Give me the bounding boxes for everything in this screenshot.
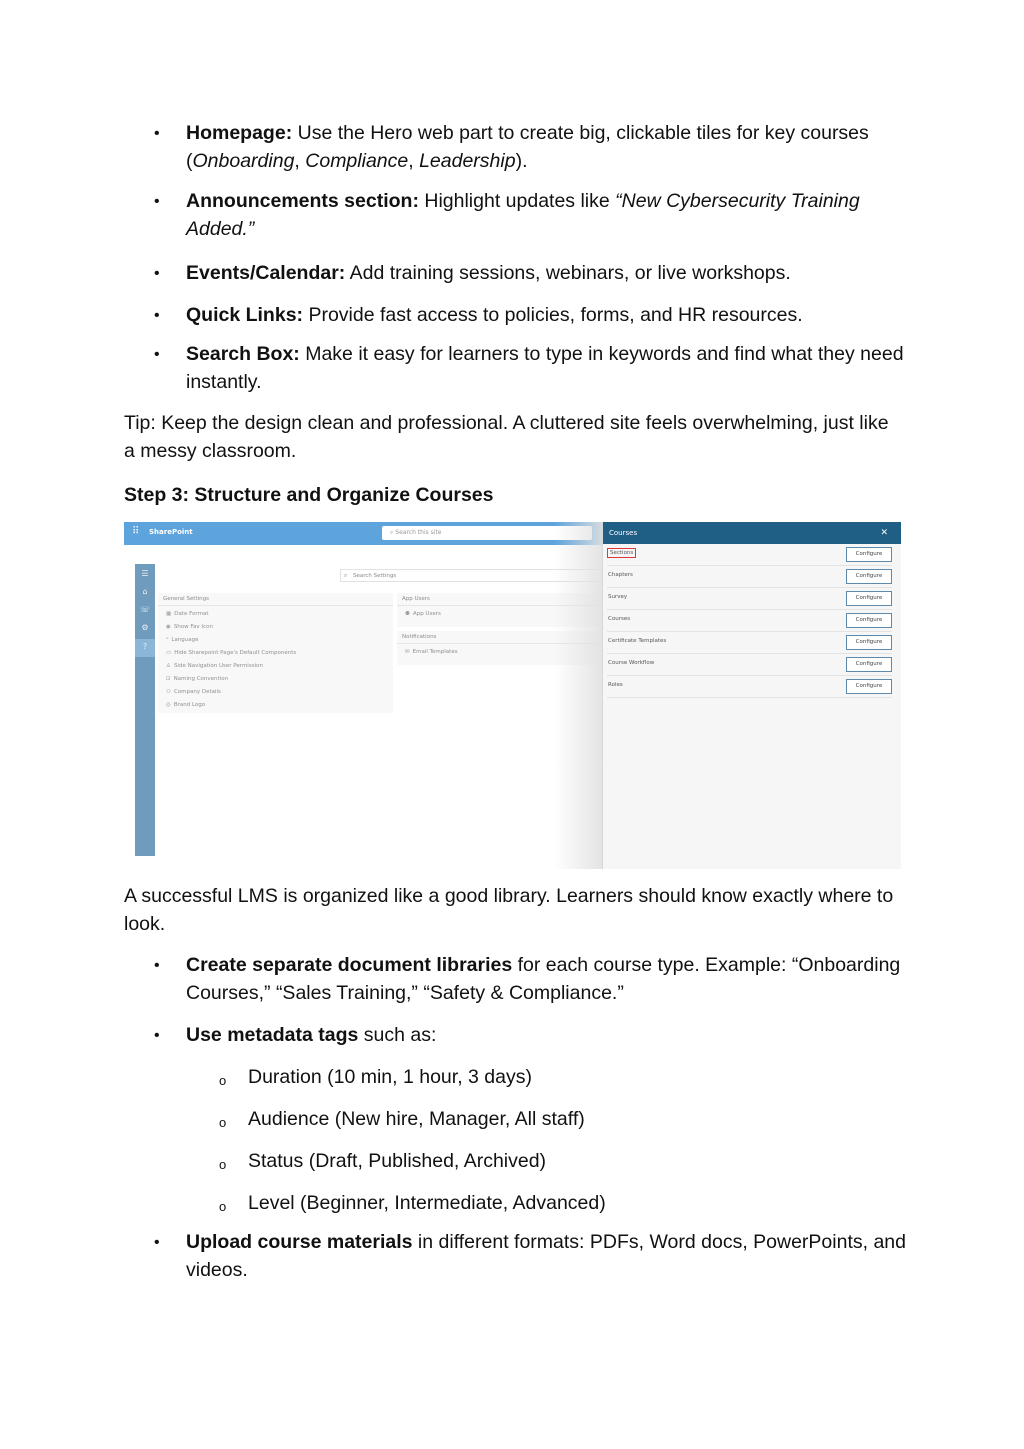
row-label-highlighted: Sections: [607, 548, 636, 558]
panel-row-roles: [607, 676, 892, 698]
app-title: SharePoint: [149, 528, 193, 536]
badge-check-icon: ◎: [166, 702, 171, 708]
panel-row-certificate-templates: [607, 632, 892, 654]
settings-link-hide-components[interactable]: ▭ Hide Sharepoint Page's Default Components: [166, 650, 297, 656]
panel-shadow: [554, 522, 602, 869]
sub-bullet-status: o Status (Draft, Published, Archived): [124, 1148, 914, 1176]
bullet-metadata-tags: • Use metadata tags such as:: [124, 1022, 914, 1050]
configure-button[interactable]: Configure: [846, 613, 892, 628]
bullet-events: • Events/Calendar: Add training sessions, webinars, or live workshops.: [124, 260, 914, 288]
bullet-icon: •: [154, 125, 160, 142]
rename-icon: ⊡: [166, 676, 171, 682]
courses-panel: [602, 522, 901, 869]
side-rail: [135, 564, 155, 856]
card-header: General Settings: [158, 593, 393, 606]
app-launcher-icon[interactable]: ⠿: [132, 526, 140, 537]
circle-bullet-icon: o: [219, 1199, 227, 1214]
panel-row-sections: [607, 544, 892, 566]
card-header: App Users: [397, 593, 602, 606]
row-label: Courses: [608, 616, 631, 622]
settings-link-side-nav-permission[interactable]: ♙ Side Navigation User Permission: [166, 663, 263, 669]
settings-link-language[interactable]: ᴬ Language: [166, 637, 199, 643]
bullet-icon: •: [154, 1234, 160, 1251]
home-icon[interactable]: ⌂: [142, 587, 148, 596]
general-settings-card: [158, 593, 393, 713]
card-header: Notifications: [397, 631, 602, 644]
step-heading: Step 3: Structure and Organize Courses: [124, 484, 494, 506]
search-icon: ⌕: [344, 573, 348, 579]
configure-button[interactable]: Configure: [846, 635, 892, 650]
search-icon: ⌕: [390, 529, 396, 536]
users-icon: ⚉: [405, 611, 410, 617]
configure-button[interactable]: Configure: [846, 547, 892, 562]
language-icon: ᴬ: [166, 637, 169, 643]
intro-paragraph: A successful LMS is organized like a good library. Learners should know exactly where to look.: [124, 885, 894, 935]
row-label: Survey: [608, 594, 628, 600]
support-icon[interactable]: ☏: [139, 605, 150, 614]
circle-bullet-icon: o: [219, 1115, 227, 1130]
sub-bullet-level: o Level (Beginner, Intermediate, Advanced): [124, 1190, 914, 1218]
bullet-document-libraries: • Create separate document libraries for each course type. Example: “Onboarding Courses,” “Sales Training,” “Safety & Compliance.”: [154, 954, 901, 1004]
sub-bullet-audience: o Audience (New hire, Manager, All staff): [124, 1106, 914, 1134]
panel-row-survey: [607, 588, 892, 610]
circle-bullet-icon: o: [219, 1073, 227, 1088]
bullet-icon: •: [154, 265, 160, 282]
row-label: Roles: [608, 682, 623, 688]
panel-row-course-workflow: [607, 654, 892, 676]
panel-row-courses: [607, 610, 892, 632]
configure-button[interactable]: Configure: [846, 679, 892, 694]
settings-link-email-templates[interactable]: ✉ Email Templates: [405, 649, 458, 655]
panel-row-chapters: [607, 566, 892, 588]
bullet-homepage: • Homepage: Use the Hero web part to create big, clickable tiles for key courses (Onboarding, Compliance, Leadership).: [154, 122, 869, 172]
calendar-icon: ▦: [166, 611, 172, 617]
gear-icon[interactable]: ⚙: [141, 623, 149, 632]
settings-search-input[interactable]: ⌕ Search Settings: [340, 569, 604, 582]
bullet-icon: •: [154, 193, 160, 210]
circle-bullet-icon: o: [219, 1157, 227, 1172]
bullet-upload-materials: • Upload course materials in different formats: PDFs, Word docs, PowerPoints, and videos.: [154, 1231, 906, 1281]
bullet-announcements: • Announcements section: Highlight updates like “New Cybersecurity Training Added.”: [154, 190, 860, 240]
bullet-icon: •: [154, 1027, 160, 1044]
org-chart-icon: ⚇: [166, 689, 171, 695]
tip-paragraph: Tip: Keep the design clean and professional. A cluttered site feels overwhelming, just like a messy classroom.: [124, 412, 889, 462]
bullet-icon: •: [154, 346, 160, 363]
bullet-icon: •: [154, 957, 160, 974]
row-label: Certificate Templates: [608, 638, 667, 644]
menu-icon[interactable]: ☰: [141, 569, 149, 578]
eye-icon: ◉: [166, 624, 171, 630]
settings-link-naming-convention[interactable]: ⊡ Naming Convention: [166, 676, 229, 682]
help-icon[interactable]: ?: [135, 639, 155, 657]
settings-link-fav-icon[interactable]: ◉ Show Fav Icon: [166, 624, 213, 630]
embedded-screenshot: [124, 522, 901, 869]
email-template-icon: ✉: [405, 649, 410, 655]
user-permission-icon: ♙: [166, 663, 171, 669]
bullet-icon: •: [154, 307, 160, 324]
bullet-quick-links: • Quick Links: Provide fast access to policies, forms, and HR resources.: [124, 302, 914, 330]
sharepoint-topbar: [124, 522, 604, 545]
settings-link-date-format[interactable]: ▦ Date Format: [166, 611, 209, 617]
panel-title: Courses: [609, 529, 638, 537]
settings-link-brand-logo[interactable]: ◎ Brand Logo: [166, 702, 206, 708]
configure-button[interactable]: Configure: [846, 591, 892, 606]
close-icon[interactable]: ✕: [880, 528, 888, 538]
row-label: Chapters: [608, 572, 633, 578]
configure-button[interactable]: Configure: [846, 569, 892, 584]
settings-link-app-users[interactable]: ⚉ App Users: [405, 611, 441, 617]
site-search-input[interactable]: ⌕ Search this site: [382, 526, 592, 540]
configure-button[interactable]: Configure: [846, 657, 892, 672]
sub-bullet-duration: o Duration (10 min, 1 hour, 3 days): [124, 1064, 914, 1092]
settings-link-company-details[interactable]: ⚇ Company Details: [166, 689, 221, 695]
panel-header: [603, 522, 901, 544]
window-icon: ▭: [166, 650, 172, 656]
row-label: Course Workflow: [608, 660, 655, 666]
bullet-search-box: • Search Box: Make it easy for learners to type in keywords and find what they need instantly.: [154, 343, 904, 393]
